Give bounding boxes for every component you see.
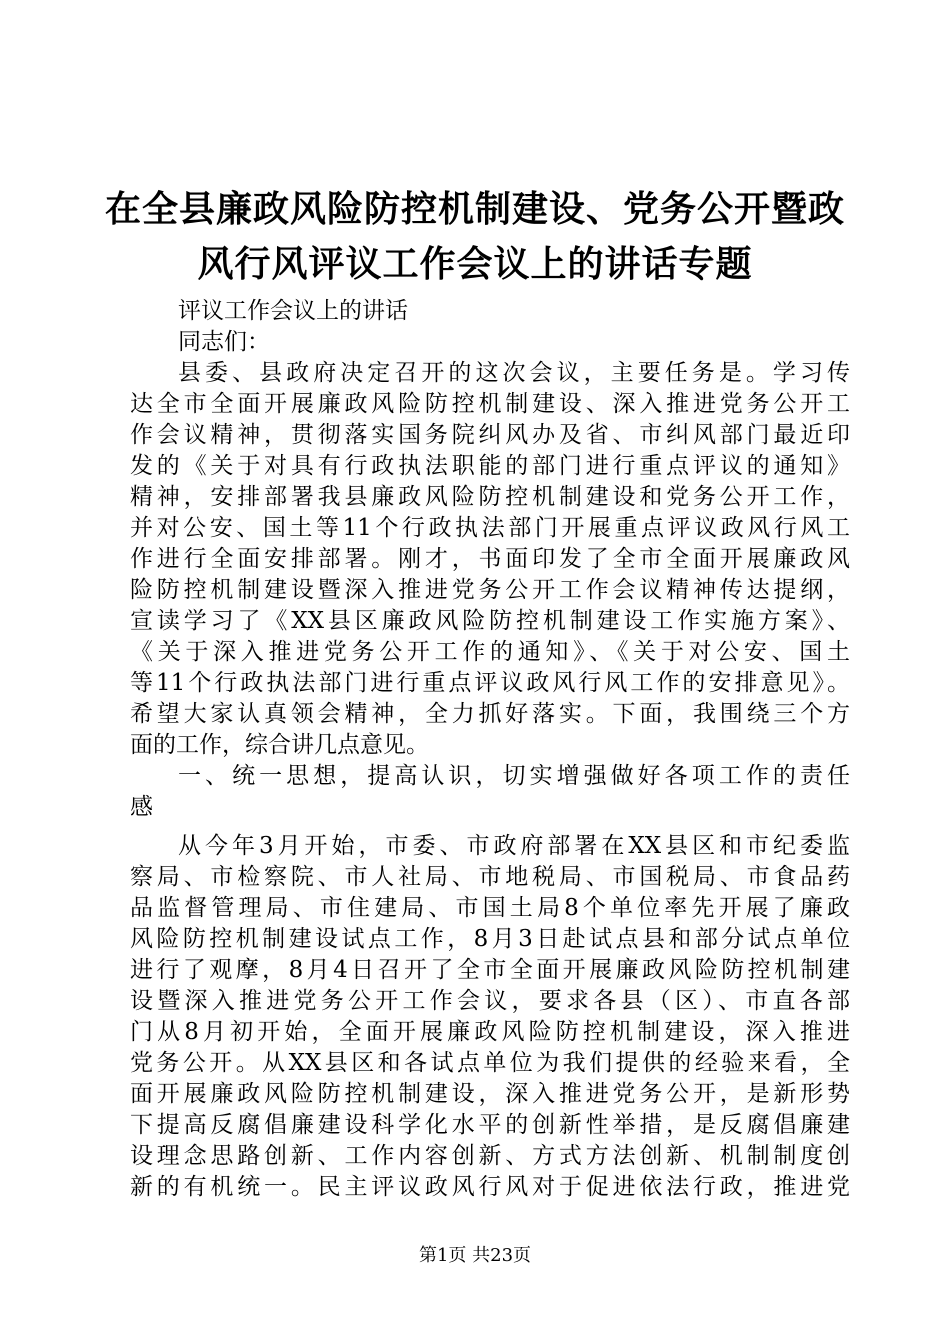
body-line: 从今年3月开始，市委、市政府部署在XX县区和市纪委监 bbox=[178, 833, 850, 859]
body-line: 风险防控机制建设试点工作，8月3日赴试点县和部分试点单位 bbox=[130, 926, 850, 952]
body-line: 面的工作，综合讲几点意见。 bbox=[130, 732, 429, 758]
body-line: 设暨深入推进党务公开工作会议，要求各县（区）、市直各部 bbox=[130, 988, 850, 1014]
body-line: 作进行全面安排部署。刚才，书面印发了全市全面开展廉政风 bbox=[130, 546, 850, 572]
body-line: 精神，安排部署我县廉政风险防控机制建设和党务公开工作， bbox=[130, 484, 850, 510]
paragraph-gap bbox=[130, 823, 850, 831]
document-body bbox=[130, 296, 850, 1203]
page-footer: 第1页 共23页 bbox=[418, 1245, 532, 1266]
body-line: 等11个行政执法部门进行重点评议政风行风工作的安排意见》。 bbox=[130, 670, 850, 696]
body-line: 一、统一思想，提高认识，切实增强做好各项工作的责任 bbox=[178, 763, 850, 789]
body-line: 品监督管理局、市住建局、市国土局8个单位率先开展了廉政 bbox=[130, 895, 850, 921]
document-title-line-2: 风行风评议工作会议上的讲话专题 bbox=[197, 244, 753, 285]
body-line: 设理念思路创新、工作内容创新、方式方法创新、机制制度创 bbox=[130, 1143, 850, 1169]
body-line: 门从8月初开始，全面开展廉政风险防控机制建设，深入推进 bbox=[130, 1019, 850, 1045]
body-line: 察局、市检察院、市人社局、市地税局、市国税局、市食品药 bbox=[130, 864, 850, 890]
body-line: 险防控机制建设暨深入推进党务公开工作会议精神传达提纲， bbox=[130, 577, 850, 603]
body-line: 下提高反腐倡廉建设科学化水平的创新性举措，是反腐倡廉建 bbox=[130, 1112, 850, 1138]
body-line: 县委、县政府决定召开的这次会议，主要任务是。学习传 bbox=[178, 360, 850, 386]
body-line: 发的《关于对具有行政执法职能的部门进行重点评议的通知》 bbox=[130, 453, 850, 479]
body-line: 希望大家认真领会精神，全力抓好落实。下面，我围绕三个方 bbox=[130, 701, 850, 727]
body-line: 并对公安、国土等11个行政执法部门开展重点评议政风行风工 bbox=[130, 515, 850, 541]
body-line: 达全市全面开展廉政风险防控机制建设、深入推进党务公开工 bbox=[130, 391, 850, 417]
body-line: 《关于深入推进党务公开工作的通知》、《关于对公安、国土 bbox=[130, 639, 850, 665]
body-line: 作会议精神，贯彻落实国务院纠风办及省、市纠风部门最近印 bbox=[130, 422, 850, 448]
body-line: 评议工作会议上的讲话 bbox=[178, 298, 408, 324]
body-line: 新的有机统一。民主评议政风行风对于促进依法行政，推进党 bbox=[130, 1174, 850, 1200]
body-line: 面开展廉政风险防控机制建设，深入推进党务公开，是新形势 bbox=[130, 1081, 850, 1107]
body-line: 党务公开。从XX县区和各试点单位为我们提供的经验来看，全 bbox=[130, 1050, 850, 1076]
body-line: 进行了观摩，8月4日召开了全市全面开展廉政风险防控机制建 bbox=[130, 957, 850, 983]
body-line: 感 bbox=[130, 794, 153, 820]
body-line: 宣读学习了《XX县区廉政风险防控机制建设工作实施方案》、 bbox=[130, 608, 850, 634]
body-line: 同志们： bbox=[178, 329, 270, 355]
document-title-line-1: 在全县廉政风险防控机制建设、党务公开暨政 bbox=[104, 189, 845, 230]
